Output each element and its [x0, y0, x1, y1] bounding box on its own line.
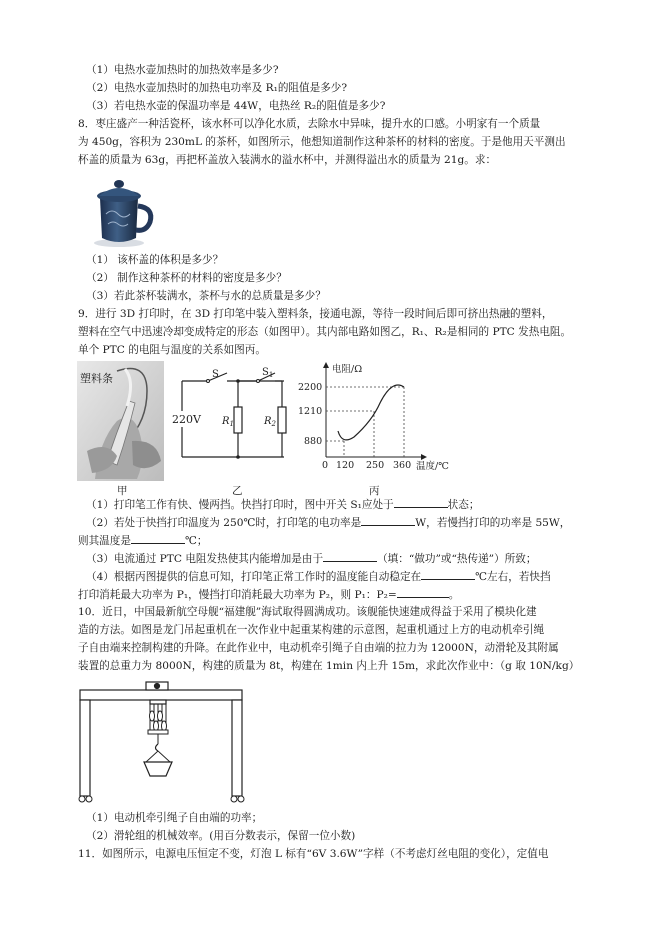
blank-1[interactable]: [394, 497, 448, 508]
figure-jia-photo: [77, 361, 164, 481]
voltage-label: 220V: [172, 413, 201, 426]
figure-yi-circuit: [172, 365, 297, 465]
q10-line1: 10．近日，中国最新航空母舰“福建舰”海试取得圆满成功。该舰能快速建成得益于采用了模块化建: [78, 606, 537, 618]
blank-3[interactable]: [131, 533, 185, 544]
q7-sub1: （1）电热水壶加热时的加热效率是多少?: [86, 64, 279, 76]
q9-sub3: （3）电流通过 PTC 电阻发热使其内能增加是由于 （填：“做功”或“热传递”）所致；: [86, 553, 537, 565]
figure-bing-graph: [296, 361, 466, 473]
x-axis-label: 温度/℃: [416, 461, 449, 472]
q9-sub4: （4）根据丙图提供的信息可知，打印笔正常工作时的温度能自动稳定在 ℃左右，若快挡: [86, 571, 551, 583]
ytick-2200: 2200: [298, 382, 323, 393]
caption-bing: 丙: [369, 485, 380, 497]
caption-jia: 甲: [117, 485, 128, 497]
blank-4[interactable]: [323, 551, 377, 562]
ytick-1210: 1210: [298, 406, 323, 417]
blank-2[interactable]: [361, 515, 415, 526]
xtick-0: 0: [322, 460, 329, 471]
q10-line3: 子自由端来控制构建的升降。在此作业中，电动机牵引绳子自由端的拉力为 12000N，动滑轮及其附属: [78, 642, 559, 654]
q8-line2: 为 450g，容积为 230mL 的茶杯，如图所示，他想知道制作这种茶杯的材料的密度。于是他用天平测出: [78, 136, 566, 148]
q10-line4: 装置的总重力为 8000N，构建的质量为 8t，构建在 1min 内上升 15m，求此次作业中：（g 取 10N/kg）: [78, 660, 580, 672]
plastic-strip-label: 塑料条: [80, 372, 113, 385]
xtick-120: 120: [336, 460, 355, 471]
q9-line2: 塑料在空气中迅速冷却变成特定的形态（如图甲）。其内部电路如图乙，R₁、R₂是相同的 PTC 发热电阻。: [78, 326, 572, 338]
q10-sub1: （1）电动机牵引绳子自由端的功率；: [86, 812, 263, 824]
teacup-figure: [86, 174, 158, 250]
q10-line2: 造的方法。如图是龙门吊起重机在一次作业中起重某构建的示意图，起重机通过上方的电动机牵引绳: [78, 624, 545, 636]
q10-sub2: （2）滑轮组的机械效率。(用百分数表示，保留一位小数): [86, 830, 356, 842]
caption-yi: 乙: [232, 485, 243, 497]
q9-line3: 单个 PTC 的电阻与温度的关系如图丙。: [78, 344, 266, 356]
r1-label: $R_1$: [222, 416, 234, 428]
q7-sub2: （2）电热水壶加热时的加热电功率及 R₁的阻值是多少?: [86, 82, 348, 94]
q9-sub4-cont: 打印消耗最大功率为 P₁，慢挡打印消耗最大功率为 P₂，则 P₁：P₂= 。: [78, 589, 460, 601]
q7-sub3: （3）若电热水壶的保温功率是 44W，电热丝 R₂的阻值是多少?: [86, 100, 386, 112]
r2-label: $R_2$: [264, 416, 276, 428]
blank-5[interactable]: [421, 569, 475, 580]
switch-s-label: S: [212, 369, 219, 380]
xtick-250: 250: [366, 460, 385, 471]
blank-6[interactable]: [397, 587, 449, 598]
q8-line1: 8．枣庄盛产一种活瓷杯，该水杯可以净化水质，去除水中异味，提升水的口感。小明家有一个质量: [78, 118, 541, 130]
q8-line3: 杯盖的质量为 63g，再把杯盖放入装满水的溢水杯中，并测得溢出水的质量为 21g。求：: [78, 154, 497, 166]
switch-s1-label: $S_1$: [262, 367, 274, 379]
q9-sub1: （1）打印笔工作有快、慢两挡。快挡打印时，图中开关 S₁应处于 状态；: [86, 499, 480, 511]
q8-sub1: （1） 该杯盖的体积是多少？: [86, 254, 224, 266]
y-axis-label: 电阻/Ω: [332, 364, 363, 375]
q9-line1: 9．进行 3D 打印时，在 3D 打印笔中装入塑料条，接通电源，等待一段时间后即可挤出热融的塑料，: [78, 308, 553, 320]
xtick-360: 360: [393, 460, 412, 471]
q8-sub3: （3）若此茶杯装满水，茶杯与水的总质量是多少？: [86, 290, 326, 302]
ytick-880: 880: [304, 436, 323, 447]
q11-line1: 11．如图所示，电源电压恒定不变，灯泡 L 标有“6V 3.6W”字样（不考虑灯丝电阻的变化），定值电: [78, 848, 549, 860]
gantry-crane-figure: [76, 678, 246, 806]
q8-sub2: （2） 制作这种茶杯的材料的密度是多少？: [86, 272, 287, 284]
q9-sub2-cont: 则其温度是 ℃；: [78, 535, 208, 547]
q9-sub2: （2）若处于快挡打印温度为 250℃时，打印笔的电功率是 W，若慢挡打印的功率是 55W，: [86, 517, 571, 529]
resistance-curve: [338, 385, 404, 440]
